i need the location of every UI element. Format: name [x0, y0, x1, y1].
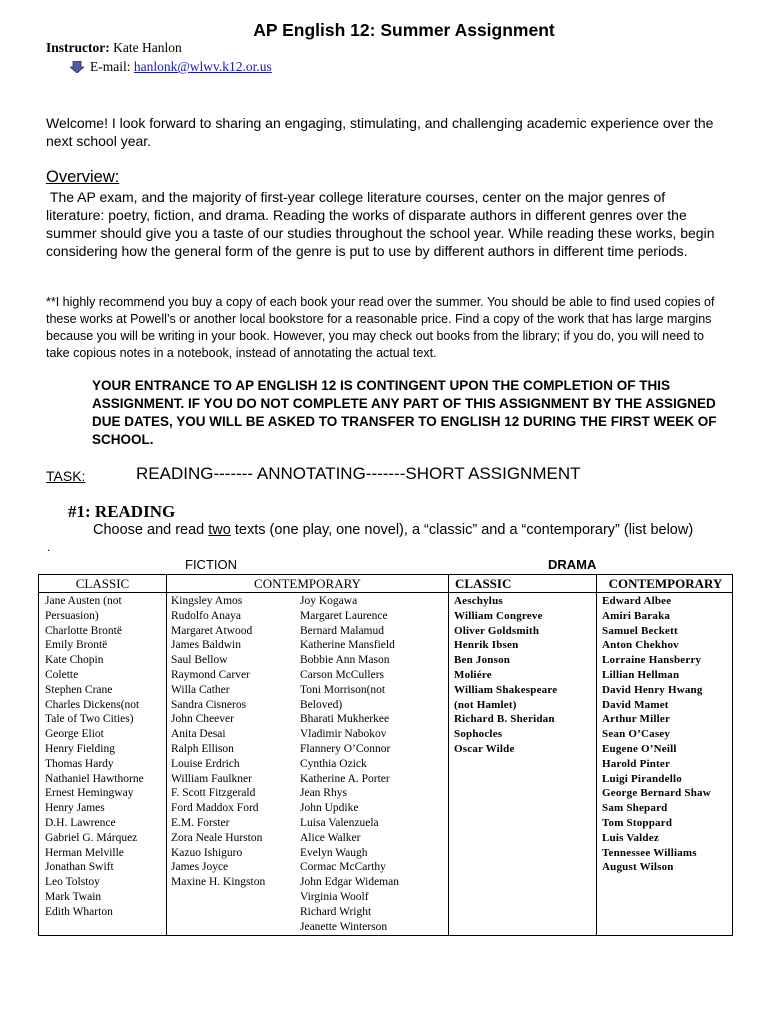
column-divider	[448, 575, 449, 935]
author-entry: Ralph Ellison	[171, 742, 234, 755]
instructor-name: Kate Hanlon	[113, 40, 182, 55]
table-header-divider	[39, 592, 732, 593]
author-entry: Richard B. Sheridan	[454, 713, 555, 726]
author-entry: George Bernard Shaw	[602, 787, 711, 800]
author-entry: Emily Brontë	[45, 639, 108, 652]
author-entry: Samuel Beckett	[602, 624, 678, 637]
author-entry: Anton Chekhov	[602, 639, 679, 652]
author-entry: Vladimir Nabokov	[300, 728, 387, 741]
author-entry: Oliver Goldsmith	[454, 624, 540, 637]
author-entry: Richard Wright	[300, 905, 372, 918]
author-entry: William Shakespeare	[454, 683, 558, 696]
author-entry: George Eliot	[45, 728, 104, 741]
author-entry: Sam Shepard	[602, 802, 668, 815]
author-entry: Edward Albee	[602, 595, 672, 607]
author-entry: (not Hamlet)	[454, 698, 517, 711]
author-entry: Ford Maddox Ford	[171, 802, 259, 815]
author-entry: Jeanette Winterson	[300, 920, 388, 933]
author-entry: Thomas Hardy	[45, 757, 114, 770]
arrow-bullet-icon	[70, 61, 84, 73]
author-entry: David Henry Hwang	[602, 683, 703, 696]
task-items: READING------- ANNOTATING-------SHORT ASSIGNMENT	[136, 464, 581, 483]
author-entry: Harold Pinter	[602, 757, 671, 770]
drama-label: DRAMA	[548, 557, 597, 572]
fiction-contemporary-list-2	[300, 594, 399, 934]
drama-contemporary-header: CONTEMPORARY	[608, 576, 723, 591]
author-entry: August Wilson	[602, 861, 674, 874]
fiction-contemporary-list-1	[171, 594, 265, 890]
author-entry: Eugene O’Neill	[602, 742, 677, 755]
author-entry: Cynthia Ozick	[300, 757, 367, 770]
author-entry: Virginia Woolf	[300, 890, 369, 903]
author-entry: John Cheever	[171, 713, 234, 726]
author-entry: Nathaniel Hawthorne	[45, 772, 144, 785]
reading-instructions	[93, 522, 693, 538]
email-line	[70, 59, 272, 75]
author-entry: Edith Wharton	[45, 905, 113, 918]
author-entry: Tale of Two Cities)	[45, 713, 134, 726]
author-entry: Colette	[45, 668, 79, 681]
author-entry: William Congreve	[454, 609, 543, 622]
reading-instr-text: Choose and read	[93, 522, 209, 538]
author-entry: Moliére	[454, 668, 492, 681]
author-entry: Margaret Atwood	[171, 624, 253, 637]
author-entry: Cormac McCarthy	[300, 861, 386, 874]
author-entry: E.M. Forster	[171, 816, 230, 829]
author-entry: Leo Tolstoy	[45, 876, 100, 889]
author-entry: Kingsley Amos	[171, 595, 243, 607]
email-label: E-mail:	[90, 59, 131, 74]
author-entry: Anita Desai	[171, 728, 226, 741]
author-entry: Evelyn Waugh	[300, 846, 368, 859]
author-entry: Persuasion)	[45, 609, 99, 622]
author-entry: Arthur Miller	[602, 713, 671, 726]
author-entry: Charlotte Brontë	[45, 624, 122, 637]
author-entry: Lorraine Hansberry	[602, 654, 702, 667]
overview-paragraph	[46, 188, 722, 260]
author-entry: Oscar Wilde	[454, 742, 515, 755]
task-label: TASK:	[46, 468, 86, 484]
author-entry: Bharati Mukherkee	[300, 713, 390, 726]
author-entry: Kate Chopin	[45, 654, 104, 667]
author-entry: Ernest Hemingway	[45, 787, 134, 800]
author-entry: Henrik Ibsen	[454, 639, 519, 652]
contingency-warning: YOUR ENTRANCE TO AP ENGLISH 12 IS CONTINGENT UPON THE COMPLETION OF THIS ASSIGNMENT. IF YOU DO NOT COMPLETE ANY PART OF THIS ASSIGNMENT BY THE ASSIGNED DUE DATES, YOU WILL BE ASKED TO TRANSFER TO ENGLISH 12 DURING THE FIRST WEEK OF SCHOOL.	[92, 378, 717, 447]
author-entry: Tennessee Williams	[602, 846, 697, 859]
author-entry: Raymond Carver	[171, 668, 250, 681]
author-entry: Louise Erdrich	[171, 757, 240, 770]
author-entry: Kazuo Ishiguro	[171, 846, 243, 859]
author-entry: Gabriel G. Márquez	[45, 831, 138, 844]
welcome-paragraph: Welcome! I look forward to sharing an engaging, stimulating, and challenging academic experience over the next school year.	[46, 115, 714, 149]
author-entry: Joy Kogawa	[300, 595, 358, 607]
author-entry: Jean Rhys	[300, 787, 347, 800]
author-entry: Henry Fielding	[45, 742, 115, 755]
reading-instr-underlined: two	[208, 522, 231, 538]
drama-classic-list	[454, 594, 557, 757]
recommendation-paragraph: **I highly recommend you buy a copy of each book your read over the summer. You should be able to find used copies of these works at Powell’s or another local bookstore for a reasonable price. Find a copy of the work that has large margins because you will be writing in your book. However, you may check out books from the library; if you do, you will need to take copious notes in a notebook, instead of annotating the actual text.	[46, 295, 715, 360]
author-entry: Katherine A. Porter	[300, 772, 390, 785]
author-entry: Carson McCullers	[300, 668, 385, 681]
page-title: AP English 12: Summer Assignment	[253, 20, 555, 40]
author-entry: Rudolfo Anaya	[171, 609, 241, 622]
author-entry: Saul Bellow	[171, 654, 228, 667]
author-entry: Lillian Hellman	[602, 668, 680, 681]
author-entry: Sophocles	[454, 728, 503, 741]
author-entry: Tom Stoppard	[602, 816, 673, 829]
instructor-line	[46, 40, 182, 56]
author-entry: Katherine Mansfield	[300, 639, 395, 652]
author-entry: James Baldwin	[171, 639, 241, 652]
author-entry: Margaret Laurence	[300, 609, 388, 622]
drama-contemporary-list	[602, 594, 711, 875]
column-divider	[166, 575, 167, 935]
author-entry: Bobbie Ann Mason	[300, 654, 390, 667]
fiction-classic-list	[45, 594, 144, 920]
author-entry: David Mamet	[602, 698, 669, 711]
author-entry: William Faulkner	[171, 772, 252, 785]
author-entry: Aeschylus	[454, 595, 503, 607]
author-entry: Mark Twain	[45, 890, 102, 903]
author-entry: Amiri Baraka	[602, 609, 671, 622]
author-entry: Henry James	[45, 802, 105, 815]
author-entry: Ben Jonson	[454, 654, 511, 667]
fiction-classic-header: CLASSIC	[75, 576, 130, 591]
author-entry: Luis Valdez	[602, 831, 659, 844]
reading-list-table	[38, 574, 733, 936]
author-entry: Alice Walker	[300, 831, 361, 844]
fiction-contemporary-header: CONTEMPORARY	[254, 576, 361, 591]
instructor-label: Instructor:	[46, 40, 110, 55]
author-entry: Zora Neale Hurston	[171, 831, 263, 844]
drama-classic-header: CLASSIC	[455, 576, 512, 591]
reading-heading: #1: READING	[68, 502, 176, 521]
author-entry: Luigi Pirandello	[602, 772, 682, 785]
author-entry: Charles Dickens(not	[45, 698, 140, 711]
author-entry: Sean O’Casey	[602, 728, 671, 741]
author-entry: John Edgar Wideman	[300, 876, 399, 889]
stray-period: .	[47, 540, 51, 554]
author-entry: Maxine H. Kingston	[171, 876, 266, 889]
author-entry: Stephen Crane	[45, 683, 113, 696]
fiction-label: FICTION	[185, 557, 237, 572]
author-entry: D.H. Lawrence	[45, 816, 116, 829]
overview-heading: Overview:	[46, 168, 120, 186]
author-entry: Luisa Valenzuela	[300, 816, 379, 829]
author-entry: F. Scott Fitzgerald	[171, 787, 256, 800]
author-entry: Willa Cather	[171, 683, 230, 696]
author-entry: Sandra Cisneros	[171, 698, 247, 711]
author-entry: James Joyce	[171, 861, 229, 874]
author-entry: Bernard Malamud	[300, 624, 384, 637]
author-entry: Toni Morrison(not	[300, 683, 386, 696]
author-entry: Jane Austen (not	[45, 595, 122, 607]
author-entry: Jonathan Swift	[45, 861, 114, 874]
column-divider	[596, 575, 597, 935]
overview-text: The AP exam, and the majority of first-year college literature courses, center on the major genres of literature: poetry, fiction, and drama. Reading the works of disparate authors in different genres over the summer should give you a taste of our studies throughout the school year. While reading these works, begin considering how the general form of the genre is put to use by different authors in different time periods.	[46, 189, 715, 259]
reading-instr-text: texts (one play, one novel), a “classic” and a “contemporary” (list below)	[230, 522, 694, 538]
author-entry: Herman Melville	[45, 846, 124, 859]
author-entry: John Updike	[300, 802, 359, 815]
author-entry: Flannery O’Connor	[300, 742, 391, 755]
author-entry: Beloved)	[300, 698, 343, 711]
email-link[interactable]: hanlonk@wlwv.k12.or.us	[133, 59, 272, 74]
